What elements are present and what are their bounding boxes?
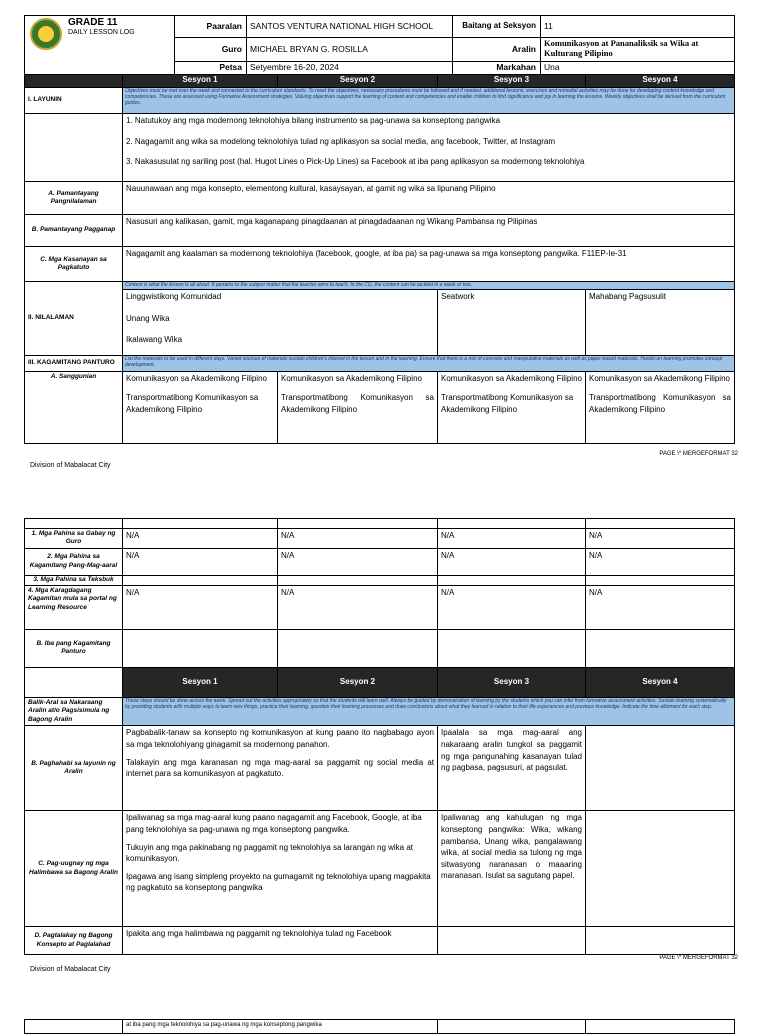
- layunin-blank: [25, 114, 123, 182]
- p3-blank-4: [586, 1020, 735, 1034]
- sanggunian-s3-ref2: Transportmatibong Komunikasyon sa Akademikong Filipino: [441, 393, 574, 414]
- kagamitan-label: III. KAGAMITANG PANTURO: [25, 355, 123, 371]
- gabay-guro-s2: N/A: [278, 529, 438, 549]
- paghahabi-s1-p2: Talakayin ang mga karanasan ng mga mag-aaral sa paggamit ng social media at internet para sa komunikasyon at pagkatuto.: [126, 757, 434, 779]
- division-footer-1: Division of Mabalacat City: [30, 462, 111, 469]
- main-table-page2: [24, 518, 735, 668]
- baitang-value: 11: [541, 16, 735, 38]
- p2-top-blank-0: [25, 519, 123, 529]
- guro-label: Guro: [175, 38, 247, 62]
- main-table-page3: [24, 1019, 735, 1034]
- pagtalakay-s1: Ipakita ang mga halimbawa ng paggamit ng teknolohiya tulad ng Facebook: [123, 927, 438, 955]
- pagtalakay-s4: [586, 927, 735, 955]
- sanggunian-s3-ref1: Komunikasyon sa Akademikong Filipino: [441, 373, 582, 383]
- sanggunian-s1-ref1: Komunikasyon sa Akademikong Filipino: [126, 373, 267, 383]
- karagdagang-s4: N/A: [586, 585, 735, 629]
- p3-blank-0: [25, 1020, 123, 1034]
- paaralan-label: Paaralan: [175, 16, 247, 38]
- guro-value: MICHAEL BRYAN G. ROSILLA: [247, 38, 453, 62]
- nilalaman-session-4: Mahabang Pagsusulit: [586, 290, 735, 356]
- p2-top-blank-3: [438, 519, 586, 529]
- pang-mag-aaral-s3: N/A: [438, 548, 586, 575]
- aralin-value: Komunikasyon at Pananaliksik sa Wika at Kulturang Pilipino: [541, 38, 735, 62]
- pag-uugnay-s1-p3: Ipagawa ang isang simpleng proyekto na gumagamit ng teknolohiya upang magpakita ng pagkatuto sa konseptong pangwika: [126, 871, 431, 893]
- p2-top-blank-1: [123, 519, 278, 529]
- procedure-table: [24, 667, 735, 955]
- markahan-label: Markahan: [453, 62, 541, 75]
- pag-uugnay-s1-p1: Ipaliwanag sa mga mag-aaral kung paano nagagamit ang Facebook, Google, at iba pang teknolohiya sa pag-unawa ng mga konseptong pangwika.: [126, 813, 422, 834]
- procedure-bar-blank: [25, 668, 123, 698]
- iba-pang-s4: [586, 629, 735, 667]
- sanggunian-s2-ref2: Transportmatibong Komunikasyon sa Akademikong Filipino: [281, 393, 434, 414]
- p2-top-blank-4: [586, 519, 735, 529]
- pang-mag-aaral-s1: N/A: [123, 548, 278, 575]
- baitang-label: Baitang at Seksyon: [453, 16, 541, 38]
- sanggunian-s1-ref2: Transportmatibong Komunikasyon sa Akademikong Filipino: [126, 393, 259, 414]
- grade-level: GRADE 11: [68, 17, 118, 28]
- layunin-label: I. LAYUNIN: [25, 88, 123, 114]
- pamantayang-pagganap-text: Nasusuri ang kalikasan, gamit, mga kaganapang pinagdaanan at pinagdadaanan ng Wikang Pambansa ng Pilipinas: [123, 215, 735, 247]
- pamantayang-pangnilalaman-label: A. Pamantayang Pangnilalaman: [25, 182, 123, 215]
- p2-top-blank-2: [278, 519, 438, 529]
- paaralan-value: SANTOS VENTURA NATIONAL HIGH SCHOOL: [247, 16, 453, 38]
- pag-uugnay-s4: [586, 811, 735, 927]
- petsa-label: Petsa: [175, 62, 247, 75]
- p3-blank-3: [438, 1020, 586, 1034]
- sanggunian-s4-ref1: Komunikasyon sa Akademikong Filipino: [589, 373, 730, 383]
- procedure-session-2: Sesyon 2: [278, 668, 438, 698]
- nilalaman-label: II. NILALAMAN: [25, 282, 123, 356]
- procedure-session-1: Sesyon 1: [123, 668, 278, 698]
- division-footer-2: Division of Mabalacat City: [30, 966, 111, 973]
- teksbuk-label: 3. Mga Pahina sa Teksbuk: [25, 575, 123, 585]
- session-header-1: Sesyon 1: [123, 75, 278, 88]
- teksbuk-s1: [123, 575, 278, 585]
- gabay-guro-s4: N/A: [586, 529, 735, 549]
- paghahabi-s3: Ipaalala sa mga mag-aaral ang nakaraang aralin tungkol sa paggamit ng mga pangunahing kasanayan tulad ng pagbasa, pagsusuri, at pagsulat.: [438, 726, 586, 811]
- markahan-value: Una: [541, 62, 735, 75]
- procedure-session-4: Sesyon 4: [586, 668, 735, 698]
- karagdagang-s2: N/A: [278, 585, 438, 629]
- pang-mag-aaral-label: 2. Mga Pahina sa Kagamitang Pang-Mag-aaral: [25, 548, 123, 575]
- paghahabi-label: B. Paghahabi sa layunin ng Aralin: [25, 726, 123, 811]
- karagdagang-s3: N/A: [438, 585, 586, 629]
- page-field-1: PAGE \* MERGEFORMAT 32: [659, 451, 738, 457]
- aralin-label: Aralin: [453, 38, 541, 62]
- pang-mag-aaral-s2: N/A: [278, 548, 438, 575]
- layunin-note: Objectives must be met over the week and connected to the curriculum standards. To meet the objectives, necessary procedures must be followed and if needed, additional lessons, exercises and remedial activities may be done for developing content knowledge and competencies. These are assessed using Formative Assessment strategies. Valuing objectives support the learning of content and competencies and enable children to find significance and joy in learning the lessons. Weekly objectives shall be derived from the curriculum guides.: [123, 88, 735, 114]
- iba-pang-s3: [438, 629, 586, 667]
- gabay-guro-label: 1. Mga Pahina sa Gabay ng Guro: [25, 529, 123, 549]
- iba-pang-s2: [278, 629, 438, 667]
- paghahabi-s1-p1: Pagbabalik-tanaw sa konsepto ng komunikasyon at kung paano ito nagbabago ayon sa mga teknolohiyang ginagamit sa modernong panahon.: [126, 728, 434, 749]
- pamantayang-pagganap-label: B. Pamantayang Pagganap: [25, 215, 123, 247]
- nilalaman-note: Content is what the lesson is all about. It pertains to the subject matter that the teacher aims to teach. In the CG, the content can be tackled in a week or two.: [123, 282, 735, 290]
- nilalaman-topic-2: Unang Wika: [126, 313, 170, 323]
- pag-uugnay-s3: Ipaliwanag ang kahulugan ng mga konseptong pangwika: Wika, wikang pambansa, Unang wika, pangalawang wika, at social media sa tulong ng mga sitwasyong naranasan o maaaring maranasan. Isulat sa sagutang papel.: [438, 811, 586, 927]
- iba-pang-s1: [123, 629, 278, 667]
- sanggunian-label: A. Sanggunian: [25, 371, 123, 443]
- karagdagang-kagamitan-label: 4. Mga Karagdagang Kagamitan mula sa portal ng Learning Resource: [25, 585, 123, 629]
- teksbuk-s3: [438, 575, 586, 585]
- logo-cell: [25, 16, 175, 75]
- paghahabi-s4: [586, 726, 735, 811]
- procedure-note: These steps should be done across the week. Spread out the activities appropriately so that the students will learn well. Always be guided by demonstration of learning by the students which you can infer from formative assessment activities. Sustain learning systematically by providing students with multiple ways to learn new things, practice their learning, question their learning processes and draw conclusions about what they learned in relation to their life experiences and previous knowledge. Indicate the time allotment for each step.: [123, 698, 735, 726]
- nilalaman-topic-1: Linggwistikong Komunidad: [126, 292, 222, 301]
- bar-blank: [25, 75, 123, 88]
- session-header-2: Sesyon 2: [278, 75, 438, 88]
- gabay-guro-s3: N/A: [438, 529, 586, 549]
- sanggunian-s2-ref1: Komunikasyon sa Akademikong Filipino: [281, 373, 422, 383]
- p3-snippet: at iba pang mga teknolohiya sa pag-unawa ng mga konseptong pangwika: [123, 1020, 438, 1034]
- objective-1: 1. Natutukoy ang mga modernong teknolohiya bilang instrumento sa pag-unawa sa konseptong pangwika: [126, 116, 501, 125]
- session-header-3: Sesyon 3: [438, 75, 586, 88]
- balik-aral-label: Balik-Aral sa Nakaraang Aralin at/o Pagsisimula ng Bagong Aralin: [25, 698, 123, 726]
- header-table: [24, 15, 735, 75]
- pamantayang-pangnilalaman-text: Nauunawaan ang mga konsepto, elementong kultural, kasaysayan, at gamit ng wika sa lipunang Pilipino: [123, 182, 735, 215]
- session-header-4: Sesyon 4: [586, 75, 735, 88]
- page-field-2: PAGE \* MERGEFORMAT 32: [659, 955, 738, 961]
- teksbuk-s4: [586, 575, 735, 585]
- pag-uugnay-s1-p2: Tukuyin ang mga pakinabang ng paggamit ng teknolohiya sa larangan ng wika at komunikasyon.: [126, 842, 414, 864]
- nilalaman-session-3: Seatwork: [438, 290, 586, 356]
- pag-uugnay-label: C. Pag-uugnay ng mga Halimbawa sa Bagong Aralin: [25, 811, 123, 927]
- teksbuk-s2: [278, 575, 438, 585]
- gabay-guro-s1: N/A: [123, 529, 278, 549]
- karagdagang-s1: N/A: [123, 585, 278, 629]
- objective-2: 2. Nagagamit ang wika sa modelong teknolohiya tulad ng aplikasyon sa social media, ang facebook, Twitter, at Instagram: [126, 136, 555, 146]
- petsa-value: Setyembre 16-20, 2024: [247, 62, 453, 75]
- objective-3: 3. Nakasusulat ng sariling post (hal. Hugot Lines o Pick-Up Lines) sa Facebook at iba pang aplikasyon sa modernong teknolohiya: [126, 157, 585, 167]
- pagtalakay-label: D. Pagtalakay ng Bagong Konsepto at Paglalahad: [25, 927, 123, 955]
- log-type: DAILY LESSON LOG: [68, 29, 135, 36]
- kasanayan-label: C. Mga Kasanayan sa Pagkatuto: [25, 247, 123, 282]
- nilalaman-topic-3: Ikalawang Wika: [126, 335, 183, 345]
- kagamitan-note: List the materials to be used in different days. Varied sources of materials sustain children's interest in the lesson and in the learning. Ensure that there is a mix of concrete and manipulative materials as well as paper-based materials. Hands-on learning promotes concept development.: [123, 355, 735, 371]
- procedure-session-3: Sesyon 3: [438, 668, 586, 698]
- pang-mag-aaral-s4: N/A: [586, 548, 735, 575]
- pagtalakay-s3: [438, 927, 586, 955]
- main-table-page1: [24, 74, 735, 444]
- kasanayan-text: Nagagamit ang kaalaman sa modernong teknolohiya (facebook, google, at iba pa) sa pag-unawa sa mga konseptong pangwika. F11EP-Ie-31: [123, 247, 735, 282]
- iba-pang-kagamitan-label: B. Iba pang Kagamitang Panturo: [25, 629, 123, 667]
- sanggunian-s4-ref2: Transportmatibong Komunikasyon sa Akademikong Filipino: [589, 393, 731, 414]
